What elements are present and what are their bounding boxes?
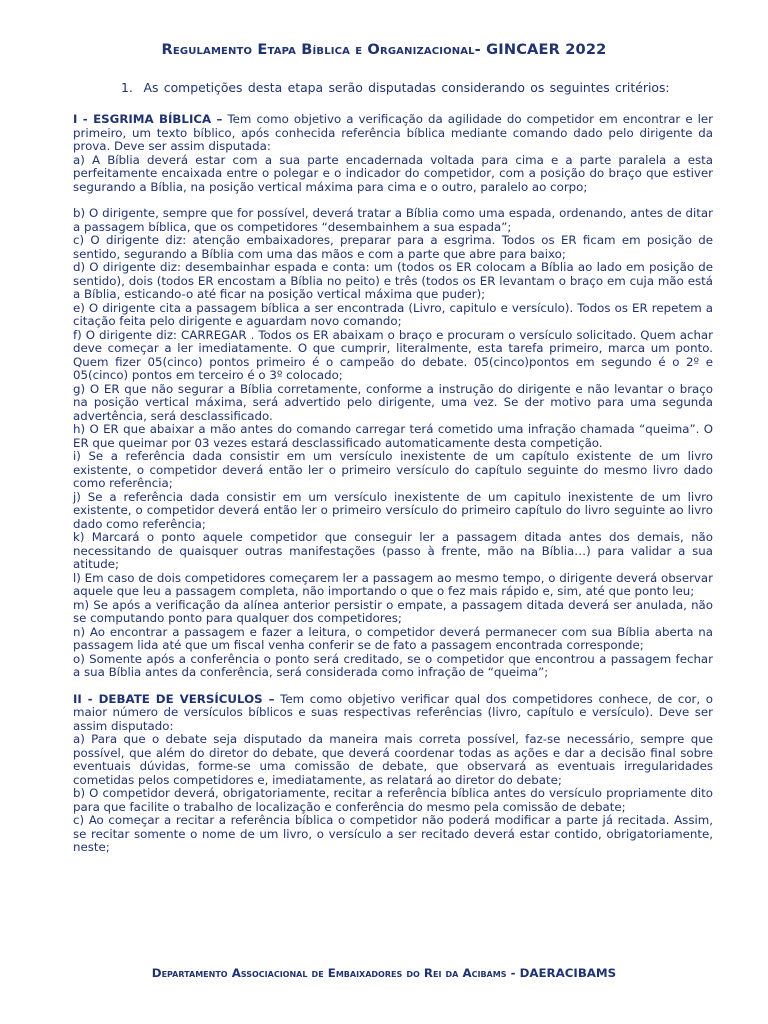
document-title: Regulamento Etapa Bíblica e Organizacional- GINCAER 2022	[161, 41, 607, 58]
list-item: l) Em caso de dois competidores começarem ler a passagem ao mesmo tempo, o dirigente deverá observar aquele que leu a passagem completa, não importando o que o fez mais rápido e, sim, até que ponto leu;	[73, 570, 713, 598]
list-item: d) O dirigente diz: desembainhar espada e conta: um (todos os ER colocam a Bíblia ao lado em posição de sentido), dois (todos ER encostam a Bíblia no peito) e três (todos os ER levantam o braço em cuja mão está a Bíblia, esticando-o até ficar na posição vertical máxima que puder);	[73, 260, 713, 301]
section-2-heading: II - DEBATE DE VERSÍCULOS –	[73, 691, 275, 706]
list-item: c) Ao começar a recitar a referência bíblica o competidor não poderá modificar a parte já recitada. Assim, se recitar somente o nome de um livro, o versículo a ser recitado deverá estar contido, obrigatoriamente, neste;	[73, 813, 713, 854]
document-body	[73, 113, 713, 855]
intro-text: As competições desta etapa serão disputadas considerando os seguintes critérios:	[143, 80, 670, 95]
list-item: b) O dirigente, sempre que for possível, deverá tratar a Bíblia como uma espada, ordenando, antes de ditar a passagem bíblica, que os competidores “desembainhem a sua espada”;	[73, 206, 713, 234]
list-item: a) A Bíblia deverá estar com a sua parte encadernada voltada para cima e a parte paralela a esta perfeitamente encaixada entre o polegar e o indicador do competidor, com a posição do braço que estiver segurando a Bíblia, na posição vertical máxima para cima e o outro, paralelo ao corpo;	[73, 152, 713, 194]
section-2-lead: Tem como objetivo verificar qual dos competidores conhece, de cor, o maior número de versículos bíblicos e suas respectivas referências (livro, capítulo e versículo). Deve ser assim disputado:	[73, 691, 713, 733]
list-item: n) Ao encontrar a passagem e fazer a leitura, o competidor deverá permanecer com sua Bíblia aberta na passagem lida até que um fiscal venha conferir se de fato a passagem encontrada corresponde;	[73, 624, 713, 652]
list-item: c) O dirigente diz: atenção embaixadores, preparar para a esgrima. Todos os ER ficam em posição de sentido, segurando a Bíblia com uma das mãos e com a parte que abre para baixo;	[73, 233, 713, 261]
list-item: f) O dirigente diz: CARREGAR . Todos os ER abaixam o braço e procuram o versículo solicitado. Quem achar deve começar a ler imediatamente. O que cumprir, literalmente, esta tarefa primeiro, marca um ponto. Quem fizer 05(cinco) pontos primeiro é o campeão do debate. 05(cinco)pontos em segundo é o 2º e 05(cinco) pontos em terceiro é o 3º colocado;	[73, 327, 713, 382]
intro-number: 1.	[121, 80, 133, 95]
list-item: i) Se a referência dada consistir em um versículo inexistente de um capítulo existente de um livro existente, o competidor deverá então ler o primeiro versículo do capítulo seguinte do mesmo livro dado como referência;	[73, 449, 713, 490]
section-2-paragraph	[73, 693, 713, 734]
list-item: o) Somente após a conferência o ponto será creditado, se o competidor que encontrou a passagem fechar a sua Bíblia antes da conferência, será considerada como infração de “queima”;	[73, 651, 713, 679]
document-footer: Departamento Associacional de Embaixadores do Rei da Acibams - DAERACIBAMS	[151, 966, 617, 980]
list-item: b) O competidor deverá, obrigatoriamente, recitar a referência bíblica antes do versículo propriamente dito para que facilite o trabalho de localização e conferência do mesmo pela comissão de debate;	[73, 786, 713, 814]
list-item: e) O dirigente cita a passagem bíblica a ser encontrada (Livro, capitulo e versículo). Todos os ER repetem a citação feita pelo dirigente e aguardam novo comando;	[73, 300, 713, 328]
list-item: j) Se a referência dada consistir em um versículo inexistente de um capitulo inexistente de um livro existente, o competidor deverá então ler o primeiro versículo do primeiro capítulo do livro seguinte ao livro dado como referência;	[73, 489, 713, 531]
list-item: k) Marcará o ponto aquele competidor que conseguir ler a passagem ditada antes dos demais, não necessitando de quaisquer outras manifestações (passo à frente, mão na Bíblia…) para validar a sua atitude;	[73, 530, 713, 571]
intro-line	[121, 80, 696, 95]
section-1-heading: I - ESGRIMA BÍBLICA –	[73, 112, 223, 126]
list-item: m) Se após a verificação da alínea anterior persistir o empate, a passagem ditada deverá ser anulada, não se computando ponto para qualquer dos competidores;	[73, 597, 713, 625]
list-item: h) O ER que abaixar a mão antes do comando carregar terá cometido uma infração chamada “queima”. O ER que queimar por 03 vezes estará desclassificado automaticamente desta competição.	[73, 422, 713, 450]
list-item: g) O ER que não segurar a Bíblia corretamente, conforme a instrução do dirigente e não levantar o braço na posição vertical máxima, será advertido pelo dirigente, uma vez. Se der motivo para uma segunda advertência, será desclassificado.	[73, 381, 713, 423]
section-1-paragraph	[73, 113, 713, 154]
section-1-lead: Tem como objetivo a verificação da agilidade do competidor em encontrar e ler primeiro, um texto bíblico, após conhecida referência bíblica mediante comando dado pelo dirigente da prova. Deve ser assim disputada:	[73, 112, 714, 153]
list-item: a) Para que o debate seja disputado da maneira mais correta possível, faz-se necessário, sempre que possível, que além do diretor do debate, que deverá coordenar todas as ações e dar a decisão final sobre eventuais dúvidas, forme-se uma comissão de debate, que observará as eventuais irregularidades cometidas pelos competidores e, imediatamente, as relatará ao diretor do debate;	[73, 732, 713, 787]
